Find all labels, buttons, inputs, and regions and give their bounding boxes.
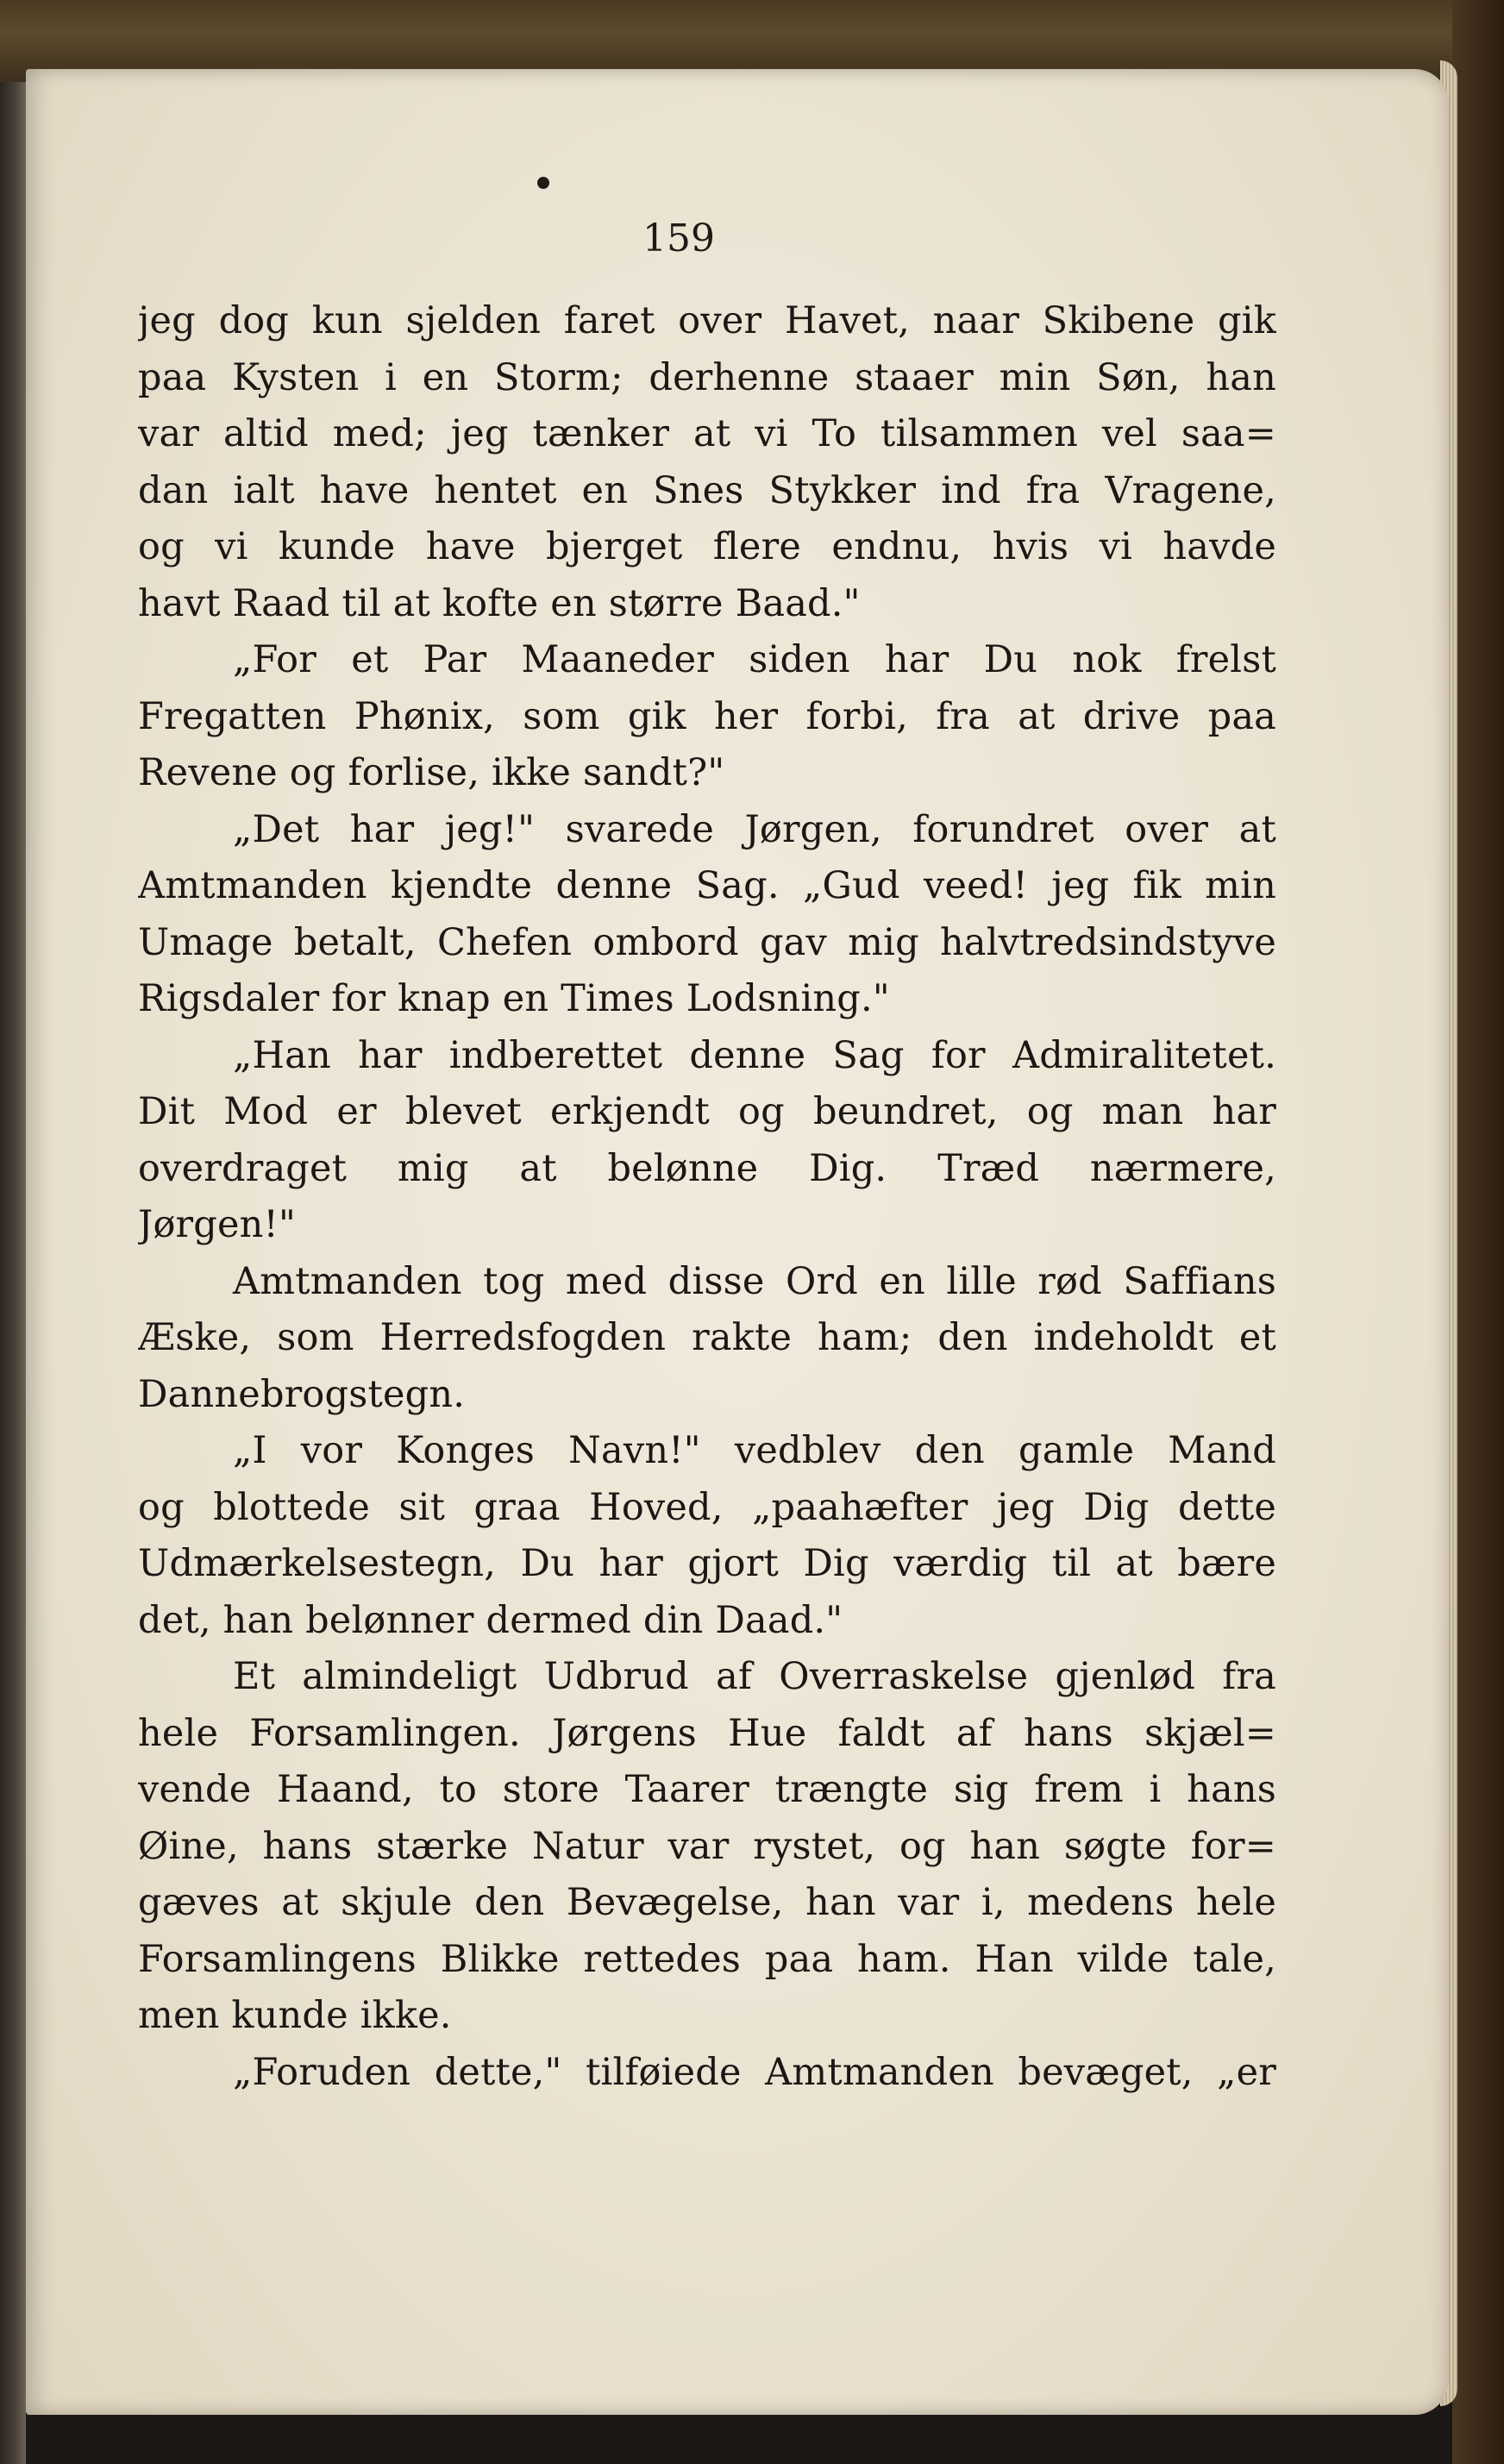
text-line: hele Forsamlingen. Jørgens Hue faldt af hans skjæl= — [138, 1711, 1276, 1755]
text-line: Et almindeligt Udbrud af Overraskelse gjenlød fra — [233, 1655, 1276, 1698]
text-line: og blottede sit graa Hoved, „paahæfter jeg Dig dette — [138, 1485, 1276, 1529]
text-line: dan ialt have hentet en Snes Stykker ind fra Vragene, — [138, 468, 1276, 512]
text-line: Amtmanden kjendte denne Sag. „Gud veed! jeg fik min — [138, 864, 1276, 907]
text-line: Øine, hans stærke Natur var rystet, og han søgte for= — [138, 1824, 1276, 1868]
text-line: Amtmanden tog med disse Ord en lille rød Saffians — [233, 1259, 1276, 1303]
body-text — [138, 293, 1276, 2101]
text-line: paa Kysten i en Storm; derhenne staaer min Søn, han — [138, 355, 1276, 399]
text-line: Æske, som Herredsfogden rakte ham; den indeholdt et — [138, 1316, 1276, 1359]
text-line: men kunde ikke. — [138, 1994, 452, 2037]
text-line: Dannebrogstegn. — [138, 1372, 466, 1416]
bullet-mark — [537, 177, 549, 189]
text-line: overdraget mig at belønne Dig. Træd nærmere, — [138, 1146, 1276, 1190]
text-line: Rigsdaler for knap en Times Lodsning." — [138, 977, 890, 1020]
text-line: Fregatten Phønix, som gik her forbi, fra at drive paa — [138, 694, 1276, 738]
text-line: det, han belønner dermed din Daad." — [138, 1598, 843, 1642]
text-line: Umage betalt, Chefen ombord gav mig halvtredsindstyve — [138, 920, 1276, 964]
text-line: „Det har jeg!" svarede Jørgen, forundret over at — [233, 807, 1276, 851]
text-line: gæves at skjule den Bevægelse, han var i, medens hele — [138, 1881, 1276, 1924]
text-line: Dit Mod er blevet erkjendt og beundret, og man har — [138, 1090, 1276, 1133]
text-line: Jørgen!" — [138, 1203, 297, 1246]
text-line: vende Haand, to store Taarer trængte sig frem i hans — [138, 1768, 1276, 1811]
text-line: Forsamlingens Blikke rettedes paa ham. Han vilde tale, — [138, 1937, 1276, 1981]
text-line: „For et Par Maaneder siden har Du nok frelst — [233, 638, 1276, 681]
text-line: jeg dog kun sjelden faret over Havet, naar Skibene gik — [138, 299, 1276, 342]
book-cover-right — [1452, 0, 1504, 2464]
text-line: „I vor Konges Navn!" vedblev den gamle Mand — [233, 1429, 1276, 1472]
text-line: havt Raad til at kofte en større Baad." — [138, 581, 861, 625]
text-line: Revene og forlise, ikke sandt?" — [138, 751, 725, 794]
book-spine — [0, 0, 26, 2464]
page-number: 159 — [642, 216, 715, 260]
text-line: Udmærkelsestegn, Du har gjort Dig værdig til at bære — [138, 1542, 1276, 1585]
text-line: „Han har indberettet denne Sag for Admiralitetet. — [233, 1033, 1276, 1077]
text-line: „Foruden dette," tilføiede Amtmanden bevæget, „er — [233, 2050, 1276, 2094]
text-line: var altid med; jeg tænker at vi To tilsammen vel saa= — [138, 412, 1276, 455]
text-line: og vi kunde have bjerget flere endnu, hvis vi havde — [138, 525, 1276, 568]
